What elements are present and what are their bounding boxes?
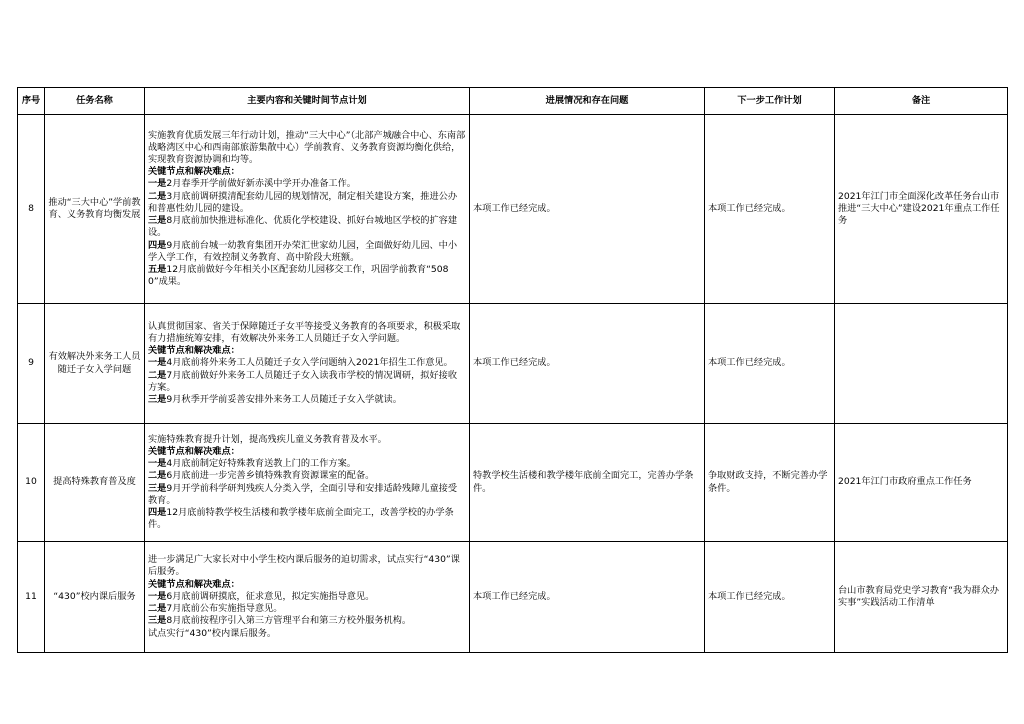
task-plan xyxy=(145,542,470,653)
plan-key-title: 关键节点和解决难点： xyxy=(148,578,240,590)
plan-intro: 进一步满足广大家长对中小学生校内课后服务的迫切需求，试点实行“430”课后服务。 xyxy=(148,554,460,578)
header-plan: 主要内容和关键时间节点计划 xyxy=(145,88,470,115)
plan-item-ordinal: 一是 xyxy=(148,458,167,470)
task-plan xyxy=(145,424,470,542)
plan-item-ordinal: 三是 xyxy=(148,482,167,494)
plan-key-title: 关键节点和解决难点： xyxy=(148,445,240,457)
task-name: 推动“三大中心”学前教育、义务教育均衡发展 xyxy=(45,115,145,304)
plan-item-ordinal: 二是 xyxy=(148,190,167,202)
task-plan xyxy=(145,304,470,424)
task-progress: 特教学校生活楼和教学楼年底前全面完工，完善办学条件。 xyxy=(470,424,705,542)
header-seq: 序号 xyxy=(18,88,45,115)
plan-item-text: 4月底前将外来务工人员随迁子女入学问题纳入2021年招生工作意见。 xyxy=(166,357,453,369)
header-row xyxy=(18,88,1008,115)
plan-item xyxy=(148,591,466,603)
plan-item-text: 9月底前台城一幼教育集团开办荣汇世家幼儿园，全面做好幼儿园、中小学入学工作，有效控制义务教育、高中阶段大班额。 xyxy=(148,239,458,263)
plan-item xyxy=(148,615,466,627)
plan-intro: 实施教育优质发展三年行动计划，推动“三大中心”（北部产城融合中心、东南部战略湾区中心和西南部旅游集散中心）学前教育、义务教育资源均衡化供给，实现教育资源协调和均等。 xyxy=(148,129,466,166)
plan-item xyxy=(148,507,466,531)
plan-item-ordinal: 三是 xyxy=(148,615,167,627)
plan-item-text: 7月底前公布实施指导意见。 xyxy=(166,603,283,615)
table-row xyxy=(18,542,1008,653)
plan-item-text: 2月春季开学前做好新赤溪中学开办准备工作。 xyxy=(166,178,356,190)
plan-intro: 实施特殊教育提升计划，提高残疾儿童义务教育普及水平。 xyxy=(148,433,387,445)
task-note: 2021年江门市全面深化改革任务台山市推进“三大中心”建设2021年重点工作任务 xyxy=(835,115,1008,304)
task-progress: 本项工作已经完成。 xyxy=(470,304,705,424)
plan-item-ordinal: 四是 xyxy=(148,239,167,251)
plan-item xyxy=(148,370,466,394)
plan-item-ordinal: 三是 xyxy=(148,215,167,227)
row-seq: 9 xyxy=(18,304,45,424)
plan-item-text: 8月底前加快推进标准化、优质化学校建设、抓好台城地区学校的扩容建设。 xyxy=(148,215,458,239)
plan-item xyxy=(148,240,466,264)
plan-item xyxy=(148,264,466,288)
table-row xyxy=(18,424,1008,542)
task-next-plan: 争取财政支持，不断完善办学条件。 xyxy=(705,424,835,542)
plan-item xyxy=(148,215,466,239)
plan-item xyxy=(148,483,466,507)
task-next-plan: 本项工作已经完成。 xyxy=(705,115,835,304)
plan-item xyxy=(148,191,466,215)
plan-item-text: 6月底前进一步完善乡镇特殊教育资源课室的配备。 xyxy=(166,470,375,482)
task-body xyxy=(18,115,1008,653)
task-note xyxy=(835,304,1008,424)
task-progress: 本项工作已经完成。 xyxy=(470,115,705,304)
plan-item-ordinal: 一是 xyxy=(148,357,167,369)
task-plan xyxy=(145,115,470,304)
row-seq: 8 xyxy=(18,115,45,304)
header-note: 备注 xyxy=(835,88,1008,115)
task-next-plan: 本项工作已经完成。 xyxy=(705,304,835,424)
task-table xyxy=(17,87,1008,653)
plan-item-ordinal: 四是 xyxy=(148,506,167,518)
plan-item xyxy=(148,178,466,190)
task-name: “430”校内课后服务 xyxy=(45,542,145,653)
plan-item-text: 9月开学前科学研判残疾人分类入学，全面引导和安排适龄残障儿童接受教育。 xyxy=(148,482,458,506)
plan-key-title: 关键节点和解决难点： xyxy=(148,166,240,178)
plan-item xyxy=(148,394,466,406)
plan-item-ordinal: 二是 xyxy=(148,603,167,615)
task-note: 台山市教育局党史学习教育“我为群众办实事”实践活动工作清单 xyxy=(835,542,1008,653)
plan-tail: 试点实行“430”校内课后服务。 xyxy=(148,627,277,639)
plan-item-text: 9月秋季开学前妥善安排外来务工人员随迁子女入学就读。 xyxy=(166,394,402,405)
plan-key-title: 关键节点和解决难点： xyxy=(148,345,240,357)
plan-item-text: 4月底前制定好特殊教育送教上门的工作方案。 xyxy=(166,458,356,470)
plan-item-ordinal: 一是 xyxy=(148,178,167,190)
plan-item-text: 8月底前按程序引入第三方管理平台和第三方校外服务机构。 xyxy=(166,615,412,627)
plan-item-ordinal: 二是 xyxy=(148,369,167,381)
plan-item-ordinal: 二是 xyxy=(148,470,167,482)
task-progress: 本项工作已经完成。 xyxy=(470,542,705,653)
table-row xyxy=(18,115,1008,304)
header-next: 下一步工作计划 xyxy=(705,88,835,115)
plan-item-text: 3月底前调研摸清配套幼儿园的规划情况，制定相关建设方案，推进公办和普惠性幼儿园的建设。 xyxy=(148,190,458,214)
header-progress: 进展情况和存在问题 xyxy=(470,88,705,115)
plan-item xyxy=(148,470,466,482)
table-row xyxy=(18,304,1008,424)
plan-intro: 认真贯彻国家、省关于保障随迁子女平等接受义务教育的各项要求，积极采取有力措施统筹安排，有效解决外来务工人员随迁子女入学问题。 xyxy=(148,320,461,344)
plan-item-ordinal: 一是 xyxy=(148,590,167,602)
plan-item xyxy=(148,603,466,615)
task-name: 提高特殊教育普及度 xyxy=(45,424,145,542)
task-next-plan: 本项工作已经完成。 xyxy=(705,542,835,653)
plan-item xyxy=(148,458,466,470)
row-seq: 10 xyxy=(18,424,45,542)
plan-item-text: 7月底前做好外来务工人员随迁子女入读我市学校的情况调研，拟好接收方案。 xyxy=(148,369,458,393)
task-note: 2021年江门市政府重点工作任务 xyxy=(835,424,1008,542)
header-name: 任务名称 xyxy=(45,88,145,115)
plan-item-text: 6月底前调研摸底，征求意见，拟定实施指导意见。 xyxy=(166,590,375,602)
plan-item-text: 12月底前特教学校生活楼和教学楼年底前全面完工，改善学校的办学条件。 xyxy=(148,506,454,531)
plan-item xyxy=(148,357,466,369)
plan-item-ordinal: 五是 xyxy=(148,263,167,275)
plan-item-ordinal: 三是 xyxy=(148,394,167,405)
plan-item-text: 12月底前做好今年相关小区配套幼儿园移交工作，巩固学前教育“5080”成果。 xyxy=(148,263,449,288)
row-seq: 11 xyxy=(18,542,45,653)
task-name: 有效解决外来务工人员随迁子女入学问题 xyxy=(45,304,145,424)
